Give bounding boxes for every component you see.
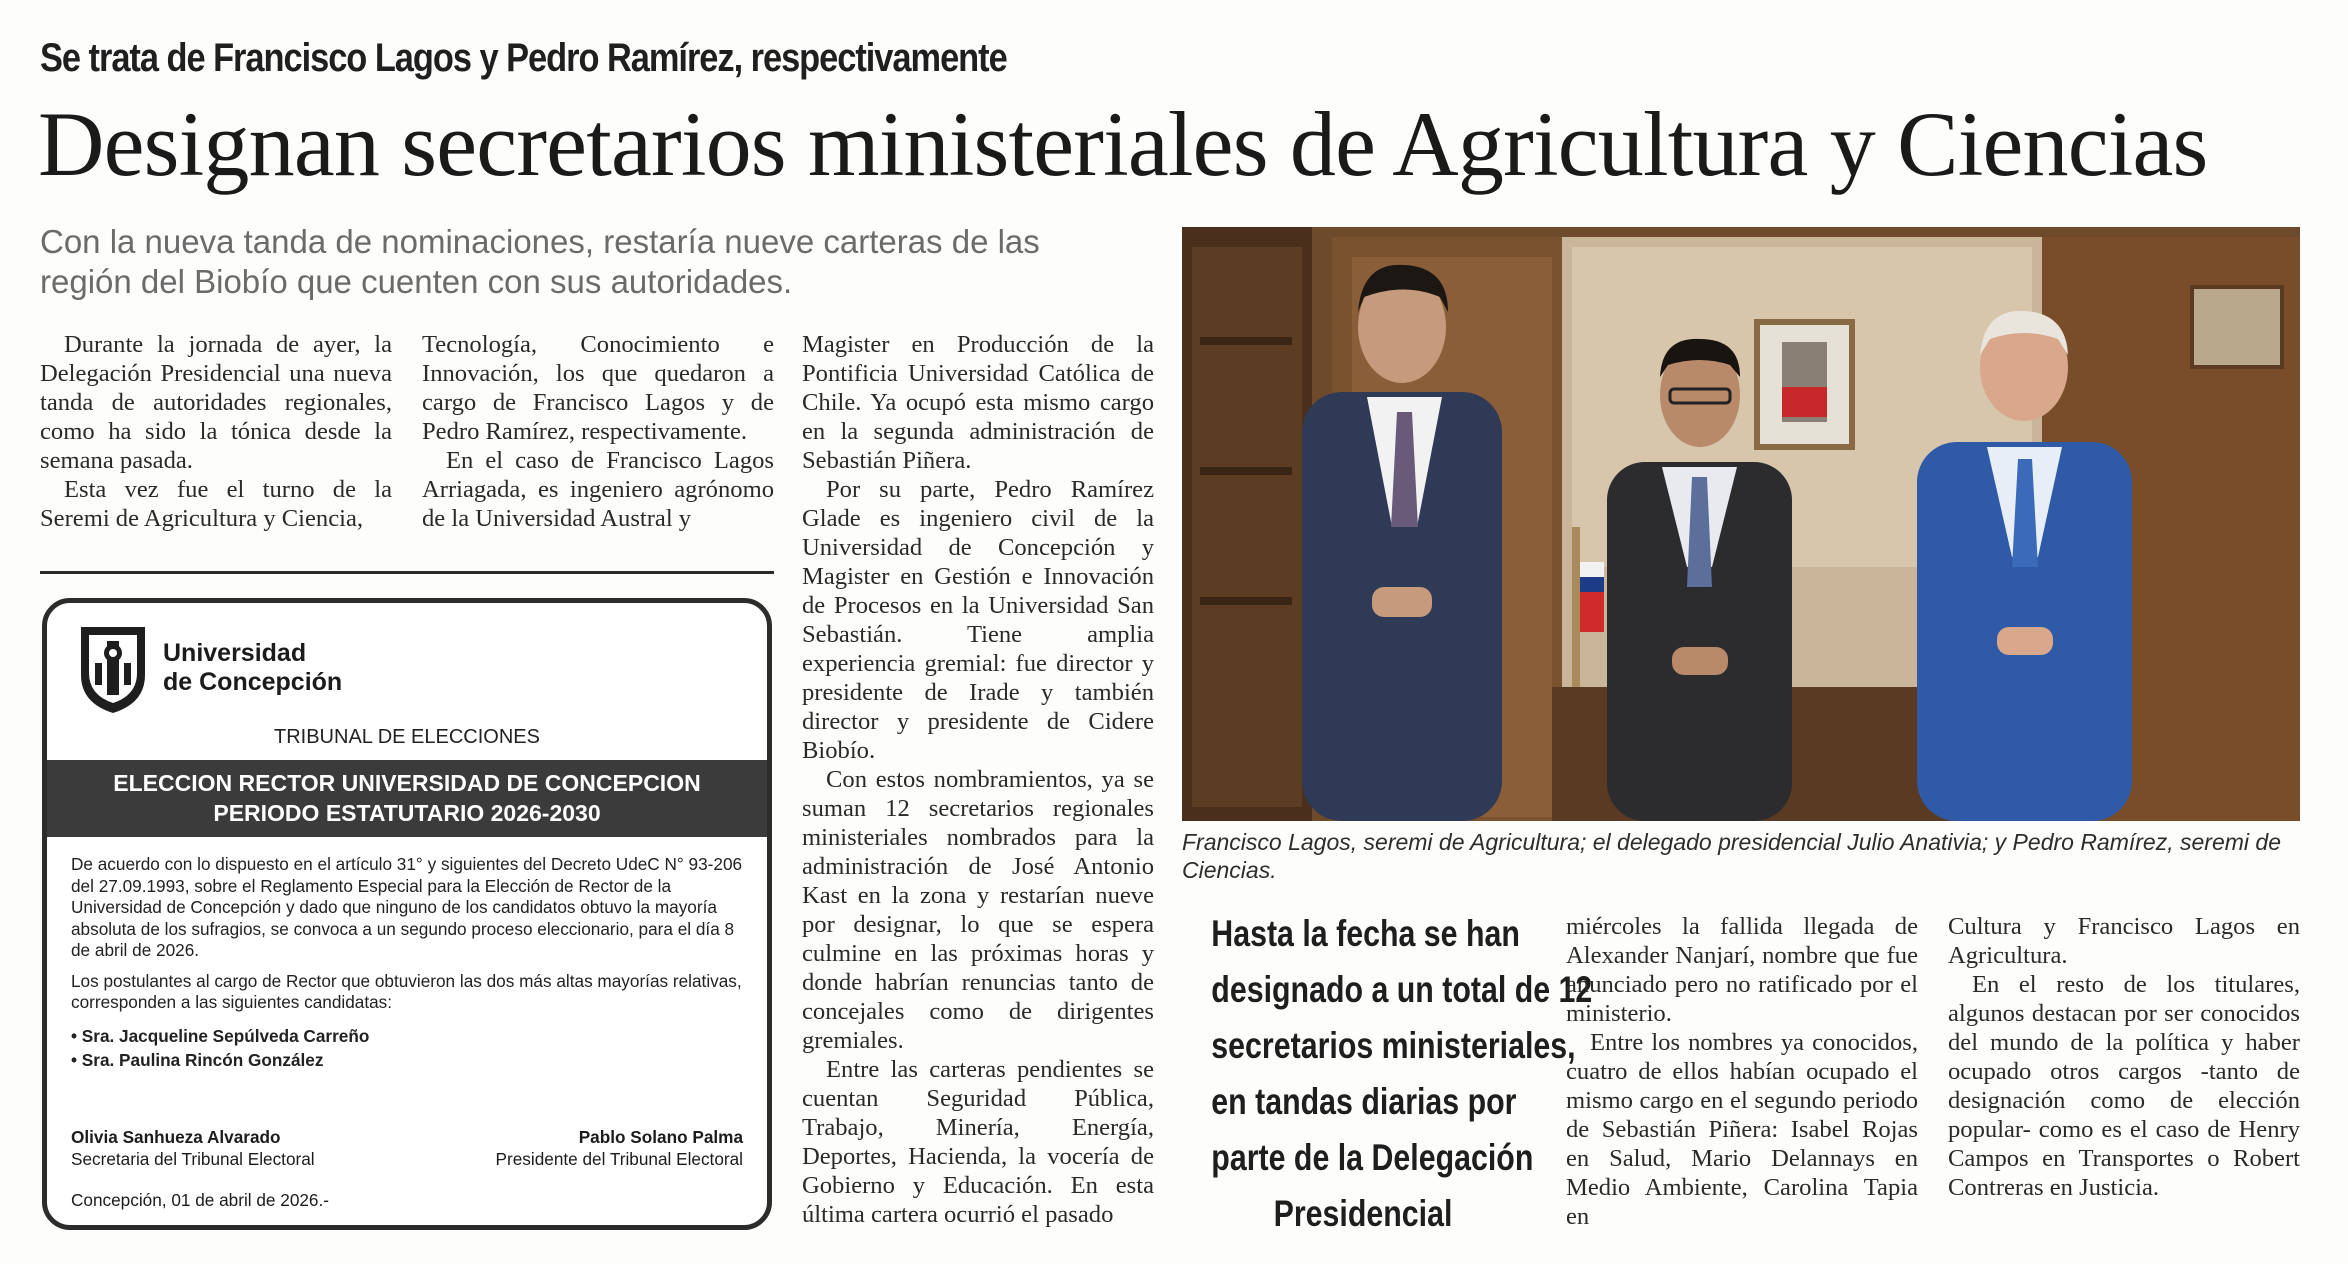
signer-left: [71, 1127, 315, 1170]
signer-role: Presidente del Tribunal Electoral: [495, 1148, 743, 1169]
headline: Designan secretarios ministeriales de Agricultura y Ciencias: [38, 93, 2208, 195]
banner-line: ELECCION RECTOR UNIVERSIDAD DE CONCEPCION: [113, 770, 701, 796]
paragraph: Cultura y Francisco Lagos en Agricultura.: [1948, 913, 2300, 969]
signer-right: [496, 1127, 743, 1170]
notice-paragraph: Los postulantes al cargo de Rector que obtuvieron las dos más altas mayorías relativas, corresponden a las siguientes candidatas:: [71, 970, 742, 1012]
paragraph: Durante la jornada de ayer, la Delegación Presidencial una nueva tanda de autoridades regionales, como ha sido la tónica desde la semana pasada.: [40, 331, 392, 474]
article-column-5: [1948, 912, 2300, 1202]
group-photo: [1182, 227, 2300, 821]
paragraph: En el caso de Francisco Lagos Arriagada, es ingeniero agrónomo de la Universidad Austral y: [422, 447, 774, 532]
section-divider: [40, 571, 774, 574]
notice-banner: [47, 760, 767, 837]
article-column-4: [1566, 912, 1918, 1231]
photo-caption: Francisco Lagos, seremi de Agricultura; el delegado presidencial Julio Anativia; y Pedro Ramírez, seremi de Ciencias.: [1182, 829, 2281, 883]
pull-quote-line: designado a un total de 12: [1211, 969, 1593, 1010]
article-column-2: [422, 330, 774, 533]
pull-quote-line: Presidencial: [1273, 1193, 1453, 1234]
pull-quote-line: parte de la Delegación: [1211, 1137, 1534, 1178]
kicker: Se trata de Francisco Lagos y Pedro Ramírez, respectivamente: [40, 36, 1007, 80]
candidate-item: • Sra. Paulina Rincón González: [71, 1049, 324, 1070]
signer-name: Pablo Solano Palma: [578, 1127, 743, 1147]
university-name-line: de Concepción: [163, 668, 343, 696]
candidate-list: [71, 1024, 743, 1072]
pull-quote-line: secretarios ministeriales,: [1211, 1025, 1576, 1066]
university-name: [163, 639, 342, 697]
candidate-item: • Sra. Jacqueline Sepúlveda Carreño: [71, 1025, 370, 1046]
pull-quote-line: Hasta la fecha se han: [1211, 913, 1520, 954]
paragraph: Esta vez fue el turno de la Seremi de Agricultura y Ciencia,: [40, 476, 392, 532]
election-notice: [42, 598, 772, 1230]
paragraph: Entre las carteras pendientes se cuentan Seguridad Pública, Trabajo, Minería, Energía, Deportes, Hacienda, la vocería de Gobierno y Educación. En esta última cartera ocurrió el pasado: [802, 1056, 1154, 1228]
banner-line: PERIODO ESTATUTARIO 2026-2030: [213, 800, 601, 826]
notice-body: [71, 854, 743, 1072]
signer-role: Secretaria del Tribunal Electoral: [71, 1148, 315, 1169]
article-column-1: [40, 330, 392, 533]
article-column-3: [802, 330, 1154, 1229]
university-name-line: Universidad: [163, 639, 307, 667]
paragraph: Entre los nombres ya conocidos, cuatro de ellos habían ocupado el mismo cargo en el segundo periodo de Sebastián Piñera: Isabel Rojas en Salud, Mario Delannays en Medio Ambiente, Carolina Tapia en: [1566, 1029, 1918, 1230]
pull-quote-line: en tandas diarias por: [1211, 1081, 1517, 1122]
paragraph: miércoles la fallida llegada de Alexander Nanjarí, nombre que fue anunciado pero no ratificado por el ministerio.: [1566, 913, 1918, 1027]
university-shield-logo-icon: [77, 623, 149, 715]
notice-paragraph: De acuerdo con lo dispuesto en el artículo 31° y siguientes del Decreto UdeC N° 93-206 del 27.09.1993, sobre el Reglamento Especial para la Elección de Rector de la Universidad de Concepción y dado que ninguno de los candidatos obtuvo la mayoría absoluta de los sufragios, se convoca a un segundo proceso eleccionario, para el día 8 de abril de 2026.: [71, 854, 743, 960]
paragraph: Magister en Producción de la Pontificia Universidad Católica de Chile. Ya ocupó esta mismo cargo en la segunda administración de Sebastián Piñera.: [802, 331, 1154, 474]
notice-date: Concepción, 01 de abril de 2026.-: [71, 1190, 329, 1210]
paragraph: Con estos nombramientos, ya se suman 12 secretarios regionales ministeriales nombrados para la administración de José Antonio Kast en la zona y restarían nueve por designar, lo que se espera culmine en las próximas horas y donde habrían renuncias tanto de concejales como de dirigentes gremiales.: [802, 766, 1154, 1054]
paragraph: Tecnología, Conocimiento e Innovación, los que quedaron a cargo de Francisco Lagos y de Pedro Ramírez, respectivamente.: [422, 331, 774, 445]
deck: Con la nueva tanda de nominaciones, restaría nueve carteras de las región del Biobío que cuenten con sus autoridades.: [40, 223, 1040, 300]
pull-quote: [1178, 906, 1593, 1242]
group-photo-illustration: [1182, 227, 2300, 821]
paragraph: Por su parte, Pedro Ramírez Glade es ingeniero civil de la Universidad de Concepción y Magister en Gestión e Innovación de Procesos en la Universidad San Sebastián. Tiene amplia experiencia gremial: fue director y presidente de Irade y también director y presidente de Cidere Biobío.: [802, 476, 1154, 764]
paragraph: En el resto de los titulares, algunos destacan por ser conocidos del mundo de la política y haber ocupado otros cargos -tanto de designación como de elección popular- como es el caso de Henry Campos en Transportes o Robert Contreras en Justicia.: [1948, 971, 2300, 1201]
tribunal-label: TRIBUNAL DE ELECCIONES: [274, 726, 540, 748]
signer-name: Olivia Sanhueza Alvarado: [71, 1127, 281, 1147]
